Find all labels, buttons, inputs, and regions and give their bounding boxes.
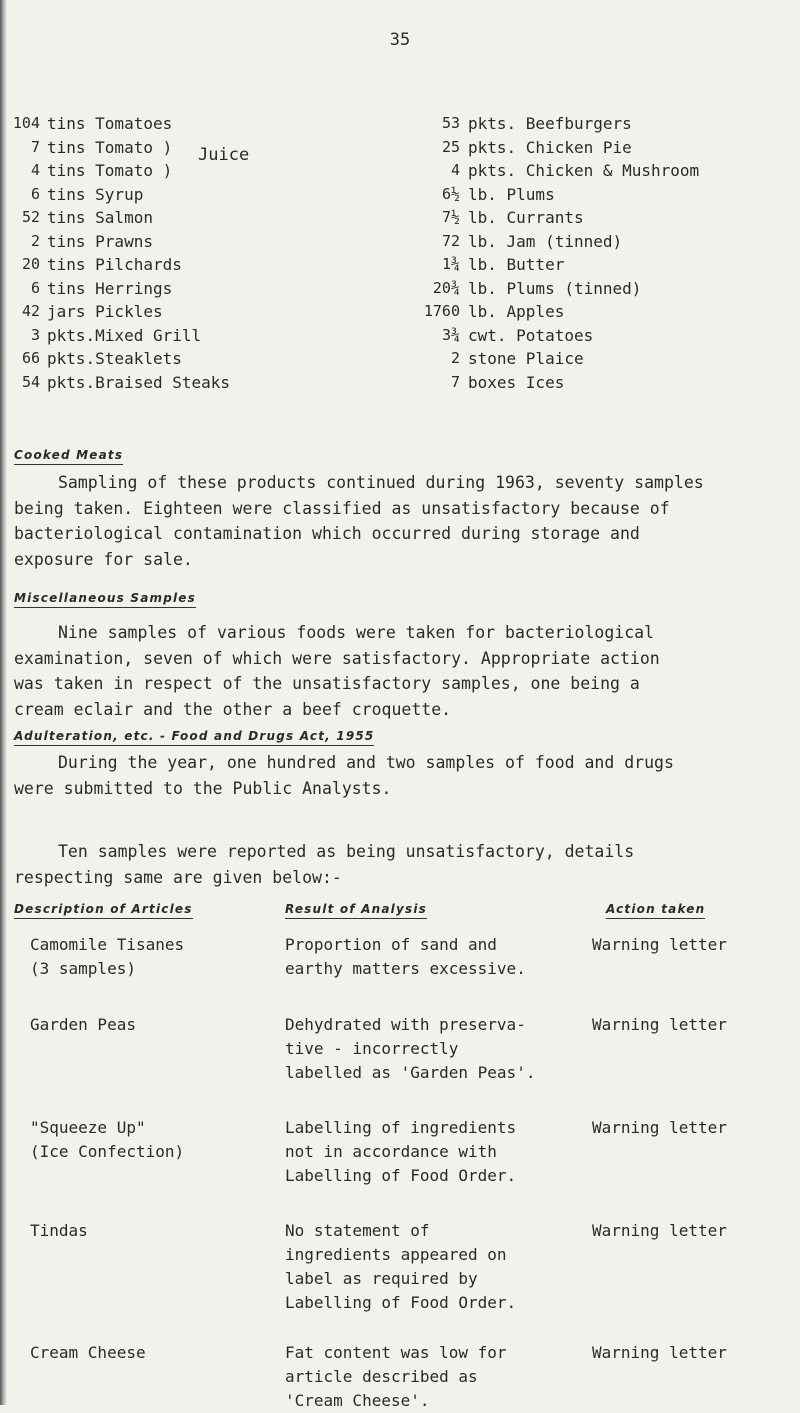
right-list-item: lb. Plums: [468, 184, 555, 204]
left-list-item: pkts.Steaklets: [47, 349, 182, 368]
table-cell-description: [30, 1116, 270, 1164]
description-line: "Squeeze Up": [30, 1118, 146, 1137]
left-list-qty: 66: [21, 349, 40, 367]
paragraph-line: respecting same are given below:-: [14, 867, 342, 887]
paragraph-line: was taken in respect of the unsatisfactory samples, one being a: [14, 674, 640, 693]
table-cell-description: [30, 1219, 270, 1243]
paragraph-adulteration-2: [14, 839, 774, 890]
left-list-item: tins Salmon: [47, 208, 153, 227]
result-line: 'Cream Cheese'.: [285, 1391, 430, 1410]
left-list-qty: 20: [21, 255, 40, 273]
right-list-qty: 1¾: [441, 255, 460, 273]
left-list-item: tins Prawns: [47, 231, 153, 251]
result-line: labelled as 'Garden Peas'.: [285, 1063, 536, 1082]
heading-cooked-meats: Cooked Meats: [14, 448, 123, 465]
table-header-result: Result of Analysis: [285, 902, 427, 919]
paragraph-line: examination, seven of which were satisfactory. Appropriate action: [14, 648, 660, 668]
right-list-qty: 53: [441, 114, 460, 132]
result-line: Dehydrated with preserva-: [285, 1015, 526, 1034]
paragraph-line: [14, 839, 774, 865]
result-line: tive - incorrectly: [285, 1039, 459, 1058]
left-list-qty: 52: [21, 208, 40, 226]
table-cell-result: [285, 1341, 585, 1413]
right-list-item: stone Plaice: [468, 349, 584, 368]
result-line: Labelling of Food Order.: [285, 1293, 517, 1312]
right-list-qty: 7: [450, 372, 460, 391]
paragraph-first-line-text: Ten samples were reported as being unsatisfactory, details: [58, 842, 635, 861]
table-cell-description: [30, 933, 270, 981]
right-list-item: boxes Ices: [468, 372, 565, 392]
table-header-description: Description of Articles: [14, 902, 193, 919]
right-list-qty: 2: [450, 349, 460, 367]
description-line: (3 samples): [30, 959, 136, 978]
table-cell-description: [30, 1341, 270, 1365]
description-line: Tindas: [30, 1221, 88, 1240]
right-list-qty: 20¾: [432, 278, 460, 297]
left-list-qty: 6: [30, 184, 40, 203]
left-list-qty: 2: [30, 231, 40, 250]
result-line: Fat content was low for: [285, 1343, 507, 1362]
right-list-qty: 4: [450, 161, 460, 179]
left-list-item: tins Tomato ): [47, 161, 173, 180]
result-line: Labelling of Food Order.: [285, 1166, 517, 1185]
paragraph-miscellaneous: [14, 620, 774, 722]
result-line: not in accordance with: [285, 1142, 497, 1161]
left-list-qty: 104: [12, 114, 40, 132]
left-list-qty: 7: [30, 137, 40, 156]
table-cell-action: Warning letter: [592, 935, 727, 954]
left-list-item: tins Syrup: [47, 184, 144, 204]
right-list-item: lb. Butter: [468, 255, 565, 274]
paragraph-first-line-text: During the year, one hundred and two samples of food and drugs: [58, 753, 674, 772]
paragraph-line: exposure for sale.: [14, 549, 193, 569]
right-list-item: lb. Jam (tinned): [468, 231, 623, 251]
description-line: Garden Peas: [30, 1015, 136, 1034]
right-list-item: cwt. Potatoes: [468, 325, 594, 345]
right-list-qty: 3¾: [441, 325, 460, 344]
left-list-item: tins Pilchards: [47, 255, 182, 274]
table-cell-action: Warning letter: [592, 1118, 727, 1137]
right-list-qty: 6½: [441, 184, 460, 203]
right-list-qty: 1760: [423, 302, 460, 320]
left-list-item: tins Tomato ): [47, 137, 173, 157]
table-cell-result: [285, 933, 585, 981]
right-list-qty: 72: [441, 231, 460, 250]
result-line: ingredients appeared on: [285, 1245, 507, 1264]
table-cell-result: [285, 1219, 585, 1315]
result-line: label as required by: [285, 1269, 478, 1288]
table-cell-result: [285, 1116, 585, 1188]
right-list-item: pkts. Beefburgers: [468, 114, 632, 133]
left-list-qty: 54: [21, 372, 40, 391]
heading-adulteration: Adulteration, etc. - Food and Drugs Act, 1955: [14, 729, 374, 746]
table-cell-action: Warning letter: [592, 1221, 727, 1240]
heading-miscellaneous-samples: Miscellaneous Samples: [14, 591, 196, 608]
left-list-item: jars Pickles: [47, 302, 163, 321]
right-list-item: lb. Currants: [468, 208, 584, 227]
left-list-qty: 4: [30, 161, 40, 179]
table-cell-result: [285, 1013, 585, 1085]
right-list-item: lb. Plums (tinned): [468, 278, 642, 298]
description-line: (Ice Confection): [30, 1142, 185, 1161]
paragraph-adulteration-1: [14, 750, 774, 801]
left-list-item: pkts.Braised Steaks: [47, 372, 231, 392]
result-line: article described as: [285, 1367, 478, 1386]
left-list-qty: 6: [30, 278, 40, 297]
juice-label: Juice: [198, 145, 250, 165]
paragraph-line: [14, 620, 774, 646]
right-list-item: pkts. Chicken & Mushroom: [468, 161, 700, 180]
result-line: No statement of: [285, 1221, 430, 1240]
result-line: Proportion of sand and: [285, 935, 497, 954]
right-list-qty: 25: [441, 137, 460, 156]
paragraph-line: being taken. Eighteen were classified as unsatisfactory because of: [14, 498, 670, 518]
left-list-qty: 3: [30, 325, 40, 344]
paragraph-first-line-text: Sampling of these products continued during 1963, seventy samples: [58, 473, 704, 492]
paragraph-line: [14, 750, 774, 776]
table-cell-action: Warning letter: [592, 1343, 727, 1362]
left-list-item: pkts.Mixed Grill: [47, 325, 202, 345]
result-line: Labelling of ingredients: [285, 1118, 517, 1137]
result-line: earthy matters excessive.: [285, 959, 526, 978]
paragraph-line: cream eclair and the other a beef croquette.: [14, 699, 452, 719]
right-list-qty: 7½: [441, 208, 460, 226]
description-line: Camomile Tisanes: [30, 935, 185, 954]
left-list-item: tins Herrings: [47, 278, 173, 298]
paragraph-line: bacteriological contamination which occurred during storage and: [14, 524, 640, 543]
table-cell-action: Warning letter: [592, 1015, 727, 1034]
table-cell-description: [30, 1013, 270, 1037]
left-list-qty: 42: [21, 302, 40, 320]
paragraph-first-line-text: Nine samples of various foods were taken for bacteriological: [58, 623, 655, 642]
left-list-item: tins Tomatoes: [47, 114, 173, 133]
right-list-item: pkts. Chicken Pie: [468, 137, 632, 157]
page-number: 35: [389, 30, 411, 50]
paragraph-line: were submitted to the Public Analysts.: [14, 778, 392, 798]
description-line: Cream Cheese: [30, 1343, 146, 1362]
paragraph-line: [14, 470, 774, 496]
table-header-action: Action taken: [606, 902, 705, 919]
paragraph-cooked-meats: [14, 470, 774, 572]
right-list-item: lb. Apples: [468, 302, 565, 321]
